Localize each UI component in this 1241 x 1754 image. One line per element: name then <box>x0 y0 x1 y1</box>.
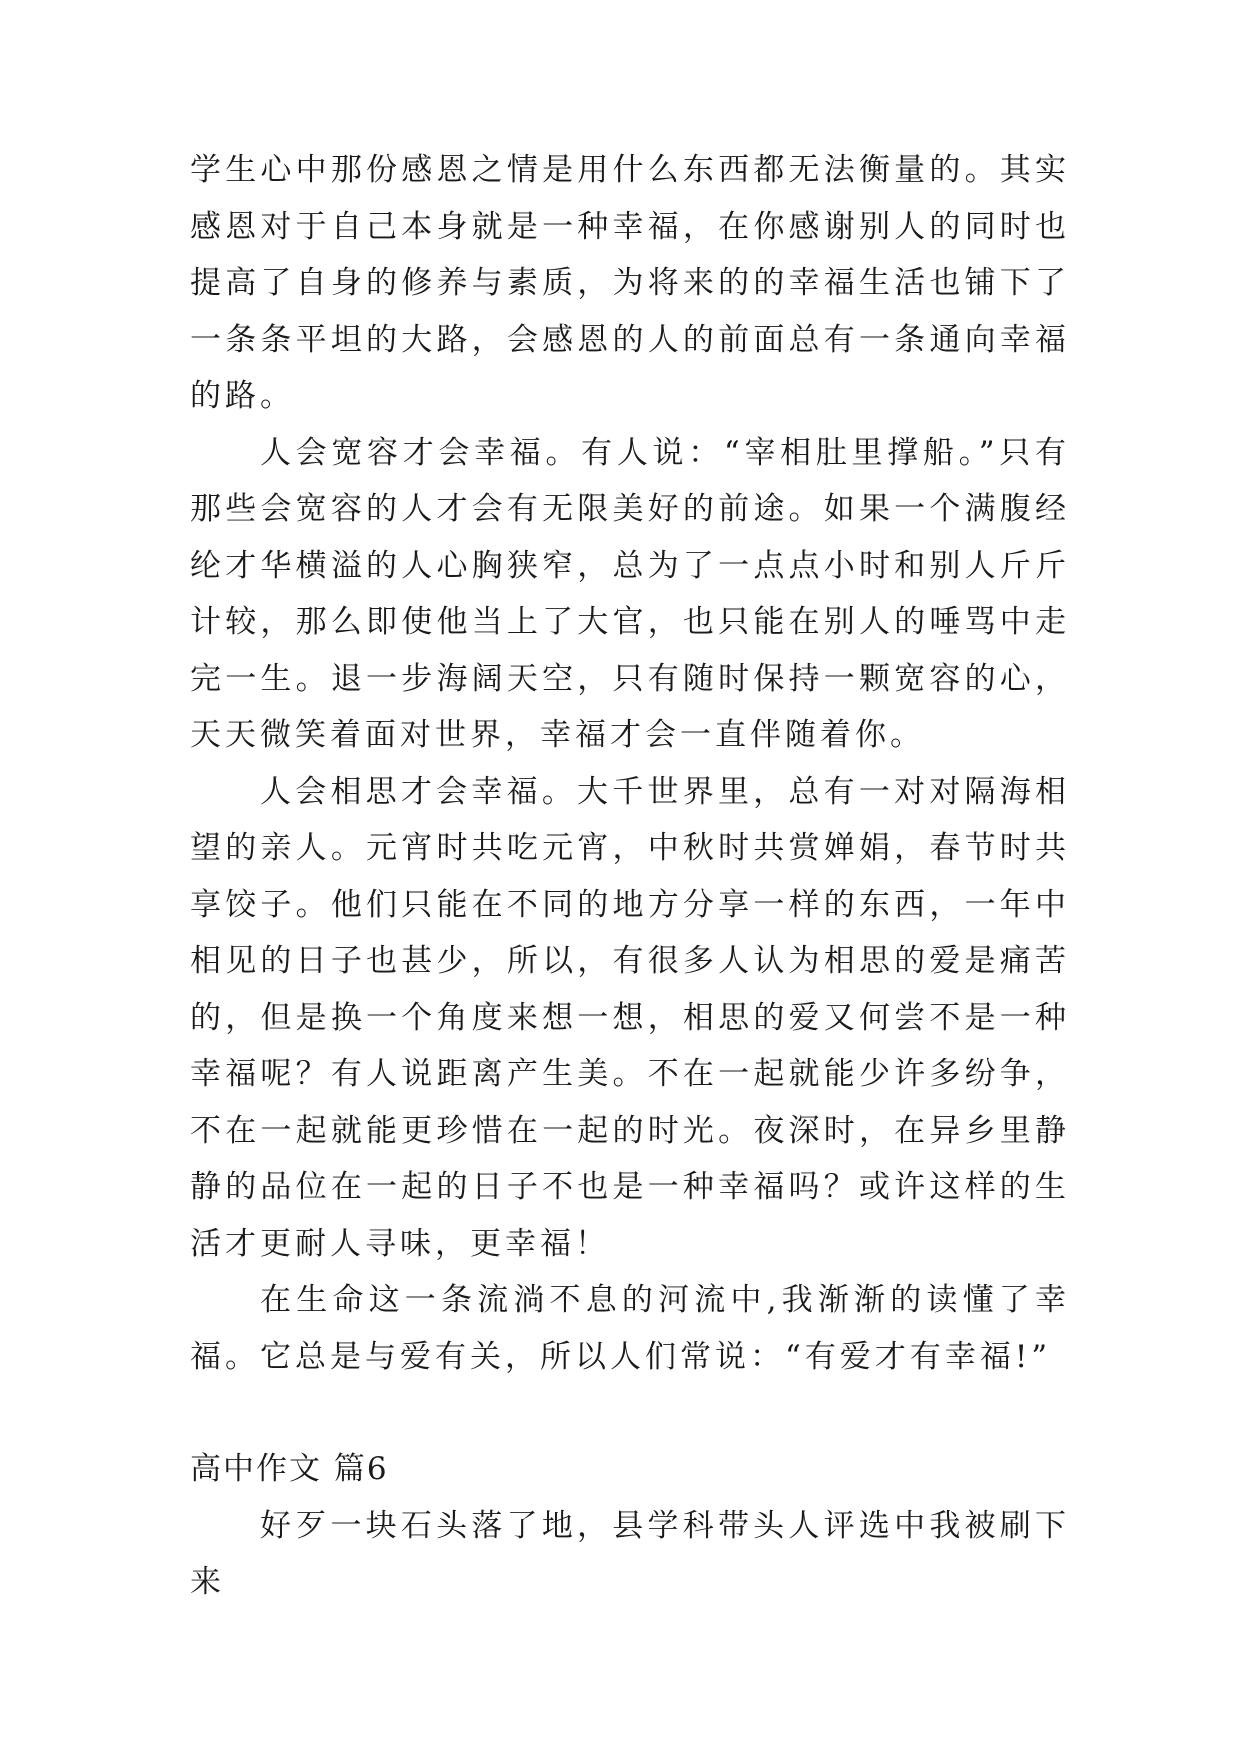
document-page <box>190 142 1070 1611</box>
paragraph-gratitude: 学生心中那份感恩之情是用什么东西都无法衡量的。其实感恩对于自己本身就是一种幸福，在你感谢别人的同时也提高了自身的修养与素质，为将来的的幸福生活也铺下了一条条平坦的大路，会感恩的人的前面总有一条通向幸福的路。 <box>190 152 1070 414</box>
paragraph-essay6-opening: 好歹一块石头落了地，县学科带头人评选中我被刷下来 <box>190 1507 1070 1600</box>
paragraph-longing: 人会相思才会幸福。大千世界里，总有一对对隔海相望的亲人。元宵时共吃元宵，中秋时共赏婵娟，春节时共享饺子。他们只能在不同的地方分享一样的东西，一年中相见的日子也甚少，所以，有很多人认为相思的爱是痛苦的，但是换一个角度来想一想，相思的爱又何尝不是一种幸福呢？有人说距离产生美。不在一起就能少许多纷争，不在一起就能更珍惜在一起的时光。夜深时，在异乡里静静的品位在一起的日子不也是一种幸福吗？或许这样的生活才更耐人寻味，更幸福！ <box>190 773 1070 1262</box>
paragraph-conclusion: 在生命这一条流淌不息的河流中,我渐渐的读懂了幸福。它总是与爱有关，所以人们常说：“有爱才有幸福!” <box>190 1282 1070 1375</box>
paragraph-tolerance: 人会宽容才会幸福。有人说：“宰相肚里撑船。”只有那些会宽容的人才会有无限美好的前途。如果一个满腹经纶才华横溢的人心胸狭窄，总为了一点点小时和别人斤斤计较，那么即使他当上了大官，也只能在别人的唾骂中走完一生。退一步海阔天空，只有随时保持一颗宽容的心，天天微笑着面对世界，幸福才会一直伴随着你。 <box>190 434 1070 753</box>
section-heading: 高中作文 篇6 <box>190 1451 389 1487</box>
